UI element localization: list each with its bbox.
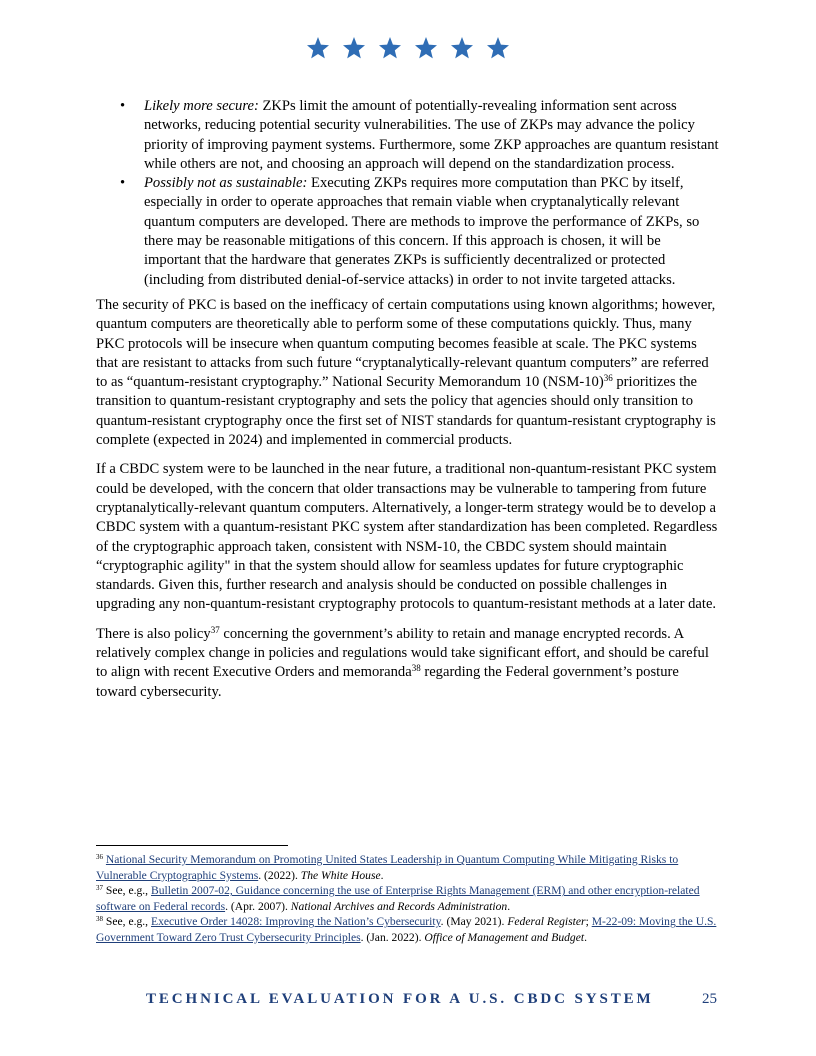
footnote-ref[interactable]: 38 — [411, 663, 421, 674]
bullet-icon: • — [120, 98, 126, 114]
paragraph-text: The security of PKC is based on the inefficacy of certain computations using known algorithms; however, quantum computers are theoretically able to perform some of these computations quickly. Thus, many PKC protocols will be insecure when quantum computing becomes feasible at scale. The PKC systems that are resistant to attacks from such future “cryptanalytically-relevant quantum computers” are referred to as “quantum-resistant cryptography.” National Security Memorandum 10 (NSM-10) — [96, 296, 716, 391]
paragraph-policy — [96, 625, 720, 702]
bullet-lead: Possibly not as sustainable: — [144, 175, 308, 192]
footnote-text: . — [380, 868, 384, 882]
star-icon — [306, 36, 330, 60]
header-stars — [0, 36, 816, 65]
paragraph-text: regarding the Federal government’s posture toward cybersecurity. — [96, 664, 679, 700]
main-content — [96, 97, 720, 702]
footnote-text: See, e.g., — [105, 884, 151, 898]
star-icon — [378, 36, 402, 60]
footnote-text: . (May 2021). — [440, 915, 508, 929]
footnote-38 — [96, 914, 722, 945]
paragraph-text: prioritizes the transition to quantum-resistant cryptography and sets the policy that agencies should only transition to quantum-resistant cryptography once the first set of NIST standards for quantum-resistant cryptography is complete (expected in 2024) and implemented in commercial products. — [96, 374, 716, 449]
footnote-37 — [96, 883, 722, 914]
bullet-lead: Likely more secure: — [144, 98, 259, 114]
page-number: 25 — [702, 991, 717, 1007]
paragraph-strategy — [96, 460, 720, 614]
star-icon — [414, 36, 438, 60]
star-icon — [486, 36, 510, 60]
footnote-ref[interactable]: 36 — [603, 373, 613, 384]
bullet-text: Executing ZKPs requires more computation than PKC by itself, especially in order to operate approaches that remain viable when cryptanalytically relevant quantum computers are developed. There are methods to improve the performance of ZKPs, so there may be reasonable mitigations of this concern. If this approach is chosen, it will be important that the hardware that generates ZKPs is sufficiently decentralized or protected (including from distributed denial-of-service attacks) in order to not invite targeted attacks. — [144, 175, 700, 288]
footnote-source: The White House — [300, 868, 381, 882]
footnote-text: . — [584, 930, 587, 944]
footnote-number: 37 — [96, 884, 103, 893]
footnote-number: 36 — [96, 853, 103, 861]
list-item — [120, 97, 720, 174]
star-icon — [342, 36, 366, 60]
footnote-number: 38 — [96, 915, 103, 924]
footnote-36 — [96, 852, 722, 883]
footnote-text: . (2022). — [258, 868, 301, 882]
paragraph-text: There is also policy — [96, 625, 211, 642]
list-item — [120, 174, 720, 290]
paragraph-text: concerning the government’s ability to retain and manage encrypted records. A relatively complex change in policies and regulations would take significant effort, and should be careful to align with recent Executive Orders and memoranda — [96, 625, 709, 681]
footnote-link[interactable]: Bulletin 2007-02, Guidance concerning the use of Enterprise Rights Management (ERM) and other encryption-related software on Federal records — [96, 884, 700, 913]
footer-title: TECHNICAL EVALUATION FOR A U.S. CBDC SYSTEM — [146, 991, 654, 1007]
footnote-source: Office of Management and Budget — [424, 930, 585, 944]
paragraph-quantum — [96, 296, 720, 450]
footnote-text: . (Jan. 2022). — [360, 930, 425, 944]
footnote-source: National Archives and Records Administration — [290, 899, 508, 913]
bullet-list — [96, 97, 720, 290]
footnote-link[interactable]: Executive Order 14028: Improving the Nation’s Cybersecurity — [150, 915, 441, 929]
bullet-text: ZKPs limit the amount of potentially-revealing information sent across networks, reducing potential security vulnerabilities. The use of ZKPs may advance the policy priority of improving payment systems. Furthermore, some ZKP approaches are quantum resistant while others are not, and choosing an approach will depend on the standardization process. — [144, 98, 719, 172]
footnote-link[interactable]: National Security Memorandum on Promoting United States Leadership in Quantum Computing While Mitigating Risks to Vulnerable Cryptographic Systems — [96, 853, 679, 882]
footnote-source: Federal Register — [507, 915, 586, 929]
footnote-divider — [96, 845, 288, 846]
footnote-text: . — [507, 899, 511, 913]
footnote-ref[interactable]: 37 — [210, 624, 220, 635]
footnote-text: See, e.g., — [105, 915, 151, 929]
footnotes — [96, 852, 722, 946]
footnote-text: ; — [585, 915, 592, 929]
star-icon — [450, 36, 474, 60]
footnote-text: . (Apr. 2007). — [225, 899, 291, 913]
paragraph-text: If a CBDC system were to be launched in the near future, a traditional non-quantum-resistant PKC system could be developed, with the concern that older transactions may be vulnerable to tampering from future cryptanalytically-relevant quantum computers. Alternatively, a longer-term strategy would be to develop a CBDC system with a quantum-resistant PKC system after standardization has been completed. Regardless of the cryptographic approach taken, consistent with NSM-10, the CBDC system should maintain “cryptographic agility" in that the system should allow for seamless updates for future cryptographic standards. Given this, further research and analysis should be conducted on possible challenges in upgrading any non-quantum-resistant cryptography protocols to quantum-resistant methods at a later date. — [96, 461, 718, 613]
footnote-link[interactable]: M-22-09: Moving the U.S. Government Toward Zero Trust Cybersecurity Principles — [96, 915, 717, 944]
bullet-icon: • — [120, 175, 126, 192]
